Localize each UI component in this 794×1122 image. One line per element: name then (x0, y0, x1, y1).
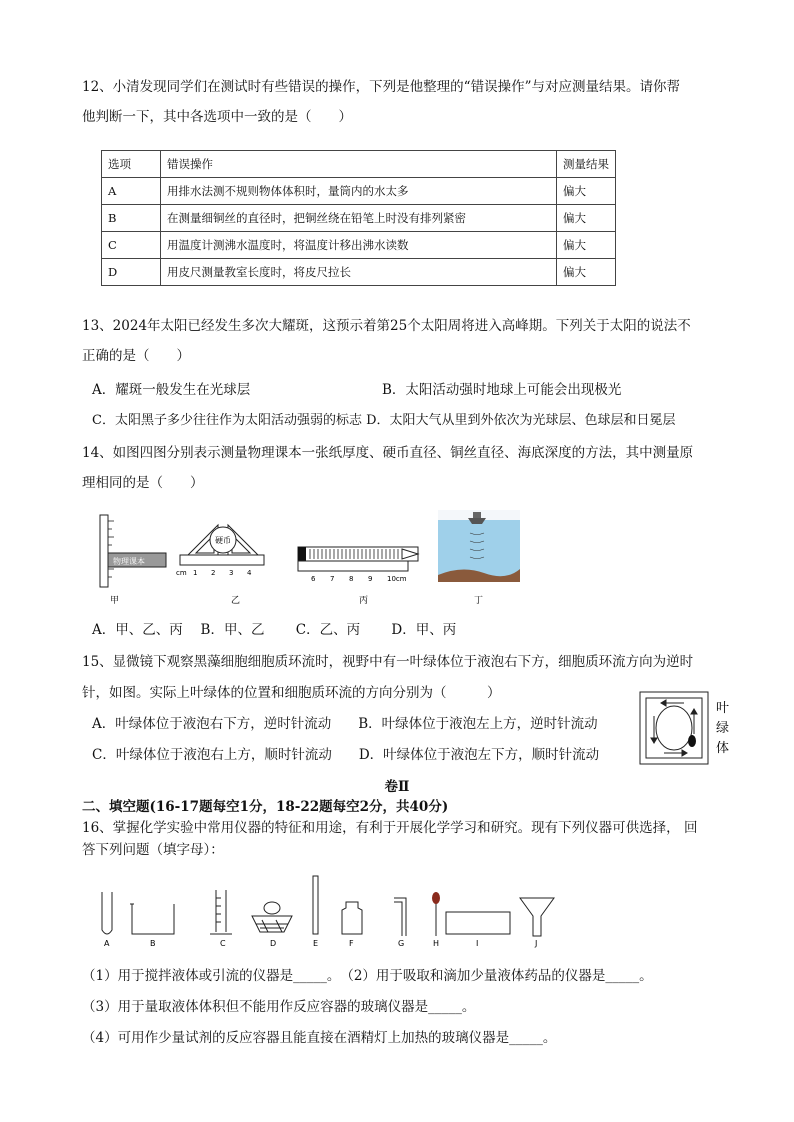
section-title: 卷Ⅱ (384, 779, 410, 795)
q15-options-ab: A．叶绿体位于液泡右下方，逆时针流动 B．叶绿体位于液泡左上方，逆时针流动 (92, 716, 598, 732)
q16-sub3: （3）用于量取液体体积但不能用作反应容器的玻璃仪器是_____。 (82, 999, 476, 1015)
figure-label-yi: 乙 (231, 596, 241, 606)
graduated-cylinder-icon (210, 890, 232, 934)
q14-stem-line1: 14、如图四图分别表示测量物理课本一张纸厚度、硬币直径、铜丝直径、海底深度的方法，其中测量原 (82, 445, 694, 461)
q15-cell-figure (634, 686, 736, 770)
q13-option-a: A．耀斑一般发生在光球层 (92, 382, 251, 398)
q13-stem-line1: 13、2024年太阳已经发生多次大耀斑，这预示着第25个太阳周将进入高峰期。下列关于太阳的说法不 (82, 318, 691, 334)
q16-sub4: （4）可用作少量试剂的反应容器且能直接在酒精灯上加热的玻璃仪器是_____。 (82, 1030, 557, 1046)
table-cell: 偏大 (557, 232, 616, 259)
q13-option-cd: C．太阳黑子多少往往作为太阳活动强弱的标志 D．太阳大气从里到外依次为光球层、色球层和日冕层 (92, 413, 676, 428)
table-header-cell: 错误操作 (161, 151, 557, 178)
tick-label: 2 (211, 569, 216, 577)
tick-label: 3 (229, 569, 234, 577)
instrument-label: C (220, 939, 226, 948)
table-row (102, 178, 616, 205)
funnel-icon (520, 898, 554, 936)
instrument-label: G (398, 939, 405, 948)
tick-label: 10cm (387, 575, 407, 583)
glass-rod-icon (313, 876, 318, 934)
q16-instruments-figure (92, 872, 562, 950)
tick-label: 8 (349, 575, 354, 583)
q15-stem-line2: 针，如图。实际上叶绿体的位置和细胞质环流的方向分别为（ ） (82, 685, 501, 701)
figure-label-jia: 甲 (110, 596, 120, 606)
q12-stem-line2: 他判断一下，其中各选项中一致的是（ ） (82, 109, 352, 125)
bent-tube-icon (394, 898, 406, 936)
section-heading: 二、填空题(16-17题每空1分，18-22题每空2分，共40分) (82, 799, 449, 815)
tick-label: 6 (311, 575, 316, 583)
chloroplast-label-1: 叶 (716, 701, 730, 716)
instrument-label: H (433, 939, 440, 948)
figure-bing (298, 547, 418, 606)
q15-options-cd: C．叶绿体位于液泡右上方，顺时针流动 D．叶绿体位于液泡左下方，顺时针流动 (92, 747, 600, 763)
instrument-label: E (313, 939, 319, 948)
beaker-icon (130, 904, 174, 934)
q16-sub1-2: （1）用于搅拌液体或引流的仪器是_____。 （2）用于吸取和滴加少量液体药品的仪器是_____。 (82, 968, 653, 984)
table-header-row (102, 151, 616, 178)
trough-icon (446, 912, 510, 934)
table-cell: 用排水法测不规则物体体积时，量筒内的水太多 (161, 178, 557, 205)
table-row (102, 205, 616, 232)
book-label: 物理课本 (113, 557, 145, 566)
tick-label: 7 (330, 575, 335, 583)
q14-measurement-figures (92, 505, 532, 609)
figure-label-bing: 丙 (359, 596, 369, 606)
instrument-label: A (104, 939, 110, 948)
table-cell: 在测量细铜丝的直径时，把铜丝绕在铅笔上时没有排列紧密 (161, 205, 557, 232)
instrument-label: J (535, 939, 538, 948)
table-cell: 偏大 (557, 259, 616, 286)
tick-label: 9 (368, 575, 373, 583)
q16-stem-line2: 答下列问题（填字母）： (82, 842, 224, 858)
q16-stem-line1: 16、掌握化学实验中常用仪器的特征和用途，有利于开展化学学习和研究。现有下列仪器可供选择， 回 (82, 820, 698, 836)
reagent-bottle-icon (342, 902, 362, 934)
q15-stem-line1: 15、显微镜下观察黑藻细胞细胞质环流时，视野中有一叶绿体位于液泡右下方，细胞质环流方向为逆时 (82, 654, 694, 670)
q13-option-b: B．太阳活动强时地球上可能会出现极光 (382, 382, 622, 398)
instrument-label: I (476, 939, 479, 948)
coin-label: 硬币 (215, 536, 231, 545)
q14-options: A．甲、乙、丙 B．甲、乙 C．乙、丙 D．甲、丙 (92, 622, 457, 638)
test-tube-icon (102, 892, 112, 934)
q14-stem-line2: 理相同的是（ ） (82, 475, 204, 491)
chloroplast-label-2: 绿 (716, 721, 730, 736)
figure-yi (176, 525, 264, 606)
tick-label: 1 (193, 569, 198, 577)
table-cell: C (102, 232, 161, 259)
figure-ding (438, 510, 520, 606)
table-row (102, 259, 616, 286)
chloroplast-label-3: 体 (716, 741, 730, 756)
table-header-cell: 测量结果 (557, 151, 616, 178)
table-cell: 用温度计测沸水温度时，将温度计移出沸水读数 (161, 232, 557, 259)
q12-table (101, 150, 616, 286)
table-cell: B (102, 205, 161, 232)
instrument-label: D (270, 939, 277, 948)
table-row (102, 232, 616, 259)
table-cell: D (102, 259, 161, 286)
table-cell: A (102, 178, 161, 205)
cm-label: cm (176, 569, 187, 577)
tick-label: 4 (247, 569, 252, 577)
figure-label-ding: 丁 (474, 596, 484, 606)
q12-stem-line1: 12、小清发现同学们在测试时有些错误的操作，下列是他整理的“错误操作”与对应测量结果。请你帮 (82, 79, 680, 95)
instrument-label: F (349, 939, 354, 948)
table-cell: 偏大 (557, 178, 616, 205)
figure-jia (100, 515, 166, 606)
instrument-label: B (150, 939, 156, 948)
table-cell: 用皮尺测量教室长度时，将皮尺拉长 (161, 259, 557, 286)
table-header-cell: 选项 (102, 151, 161, 178)
q13-stem-line2: 正确的是（ ） (82, 348, 190, 364)
table-cell: 偏大 (557, 205, 616, 232)
